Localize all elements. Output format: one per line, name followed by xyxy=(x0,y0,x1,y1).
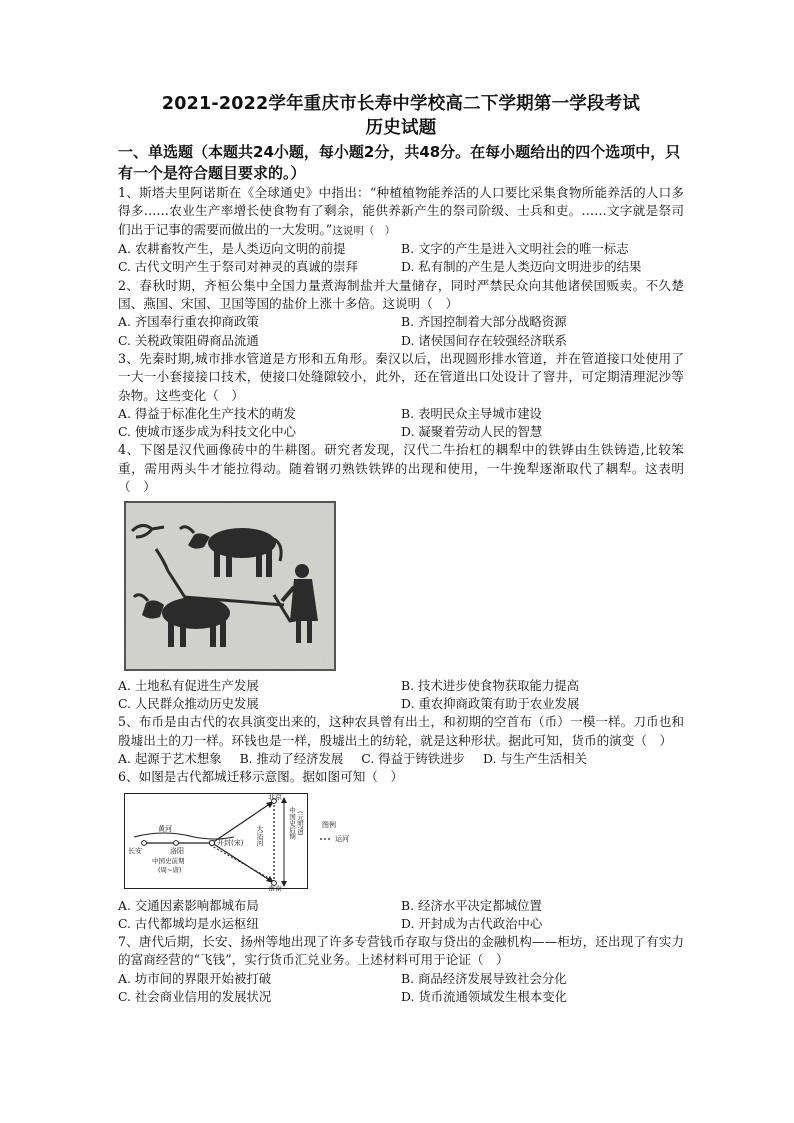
map-label-canal: 大运河 xyxy=(256,824,264,846)
option-c[interactable]: C. 古代都城均是水运枢纽 xyxy=(118,915,259,931)
map-label-old-center: 中国史前期 xyxy=(152,856,185,865)
question-options xyxy=(118,313,684,349)
option-c[interactable]: C. 社会商业信用的发展状况 xyxy=(118,988,272,1004)
title-line-1: 2021-2022学年重庆市长寿中学校高二下学期第一学段考试 xyxy=(161,94,641,114)
option-b[interactable]: B. 齐国控制着大部分战略资源 xyxy=(401,314,567,330)
question-7 xyxy=(118,933,684,1006)
question-3 xyxy=(118,350,684,442)
question-stem: 2、春秋时期，齐桓公集中全国力量煮海制盐并大量储存，同时严禁民众向其他诸侯国贩卖。不久楚国、燕国、宋国、卫国等国的盐价上涨十多倍。这说明（ ） xyxy=(118,277,684,312)
exam-title xyxy=(118,92,684,140)
question-2 xyxy=(118,277,684,350)
question-1 xyxy=(118,184,684,277)
option-b[interactable]: B. 经济水平决定都城位置 xyxy=(401,897,542,913)
question-options xyxy=(118,897,684,933)
option-a[interactable]: A. 坊市间的界限开始被打破 xyxy=(118,970,272,986)
luoyang-dot xyxy=(174,840,179,845)
question-options xyxy=(118,677,684,713)
section-heading: 一、单选题（本题共24小题，每小题2分，共48分。在每小题给出的四个选项中，只有一个是符合题目要求的。） xyxy=(118,143,681,182)
question-options xyxy=(118,750,684,768)
option-a[interactable]: A. 齐国奉行重农抑商政策 xyxy=(118,314,259,330)
capital-migration-svg xyxy=(124,791,374,891)
option-a[interactable]: A. 起源于艺术想象 xyxy=(118,750,222,766)
map-label-huanghe: 黄河 xyxy=(158,824,172,833)
option-b[interactable]: B. 表明民众主导城市建设 xyxy=(401,406,542,422)
question-stem: 7、唐代后期，长安、扬州等地出现了许多专营钱币存取与贷出的金融机构——柜坊，还出现了有实力的富商经营的“飞钱”，实行货币汇兑业务。上述材料可用于论证（ ） xyxy=(118,933,684,968)
question-5 xyxy=(118,713,684,768)
option-c[interactable]: C. 人民群众推动历史发展 xyxy=(118,695,259,711)
ox-plowing-relief-image xyxy=(124,501,684,675)
question-stem: 5、布币是由古代的农具演变出来的，这种农具曾有出土，和初期的空首布（币）一模一样。刀币也和殷墟出土的刀一样。环钱也是一样，殷墟出土的纺轮，就是这种形状。据此可知，货币的演变（ ） xyxy=(118,714,684,748)
map-label-late-center: 中国史后期 xyxy=(288,806,296,840)
option-c[interactable]: C. 使城市逐步成为科技文化中心 xyxy=(118,424,296,440)
map-label-late-period: (元明清) xyxy=(296,810,304,836)
title-line-2: 历史试题 xyxy=(365,118,437,138)
option-d[interactable]: D. 私有制的产生是人类迈向文明进步的结果 xyxy=(401,259,642,275)
option-b[interactable]: B. 推动了经济发展 xyxy=(239,750,344,766)
map-label-changan: 长安 xyxy=(128,846,142,855)
question-stem: 4、下图是汉代画像砖中的牛耕图。研究者发现，汉代二牛抬杠的耦犁中的铁铧由生铁铸造,比较笨重，需用两头牛才能拉得动。随着钢刃熟铁铁铧的出现和使用，一牛挽犁逐渐取代了耦犁。这表明（ ） xyxy=(118,442,684,495)
question-4 xyxy=(118,441,684,713)
exam-page xyxy=(118,92,684,1006)
option-d[interactable]: D. 开封成为古代政治中心 xyxy=(401,915,543,931)
option-d[interactable]: D. 货币流通领域发生根本变化 xyxy=(401,988,568,1004)
option-b[interactable]: B. 文字的产生是进入文明社会的唯一标志 xyxy=(401,241,629,257)
option-d[interactable]: D. 重农抑商政策有助于农业发展 xyxy=(401,695,580,711)
question-stem: 6、如图是古代都城迁移示意图。据如图可知（ ） xyxy=(118,769,404,785)
map-label-old-period: (周~唐) xyxy=(158,865,182,874)
option-c[interactable]: C. 古代文明产生于祭司对神灵的真诚的崇拜 xyxy=(118,259,358,275)
option-a[interactable]: A. 得益于标准化生产技术的萌发 xyxy=(118,406,296,422)
option-d[interactable]: D. 诸侯国间存在较强经济联系 xyxy=(401,332,568,348)
map-label-nanjing: 南京 xyxy=(268,884,282,891)
ox-plowing-relief-svg xyxy=(124,501,336,671)
legend-title: 图例 xyxy=(322,820,336,829)
option-b[interactable]: B. 商品经济发展导致社会分化 xyxy=(401,970,567,986)
question-stem: 3、先秦时期,城市排水管道是方形和五角形。秦汉以后，出现圆形排水管道，并在管道接口处使用了一大一小套接接口技术，使接口处缝隙较小，此外，还在管道出口处设计了窨井，可定期清理泥沙等杂物。这些变化（ ） xyxy=(118,350,684,403)
map-label-luoyang: 洛阳 xyxy=(170,846,184,855)
question-options xyxy=(118,405,684,441)
capital-migration-map xyxy=(124,791,684,895)
map-label-beijing: 北京 xyxy=(268,792,282,801)
kaifeng-dot xyxy=(209,840,214,845)
map-label-kaifeng: 开封(宋) xyxy=(217,838,244,847)
question-6 xyxy=(118,768,684,933)
option-c[interactable]: C. 关税政策阻碍商品流通 xyxy=(118,332,259,348)
option-a[interactable]: A. 土地私有促进生产发展 xyxy=(118,677,259,693)
option-c[interactable]: C. 得益于铸铁进步 xyxy=(361,750,465,766)
option-b[interactable]: B. 技术进步使食物获取能力提高 xyxy=(401,677,580,693)
option-d[interactable]: D. 与生产生活相关 xyxy=(482,750,588,766)
changan-dot xyxy=(142,840,147,845)
question-stem: 1、斯塔夫里阿诺斯在《全球通史》中指出：“种植植物能养活的人口要比采集食物所能养活的人口多得多……农业生产率增长使食物有了剩余，能供养新产生的祭司阶级、士兵和吏。……文字就是祭司们出于记事的需要而做出的一大发明。”这说明（ ） xyxy=(118,185,684,237)
question-options xyxy=(118,240,684,276)
option-a[interactable]: A. 交通因素影响都城布局 xyxy=(118,897,259,913)
question-options xyxy=(118,970,684,1006)
option-a[interactable]: A. 农耕畜牧产生，是人类迈向文明的前提 xyxy=(118,241,346,257)
option-d[interactable]: D. 凝聚着劳动人民的智慧 xyxy=(401,424,543,440)
legend-item: 运河 xyxy=(335,834,349,843)
